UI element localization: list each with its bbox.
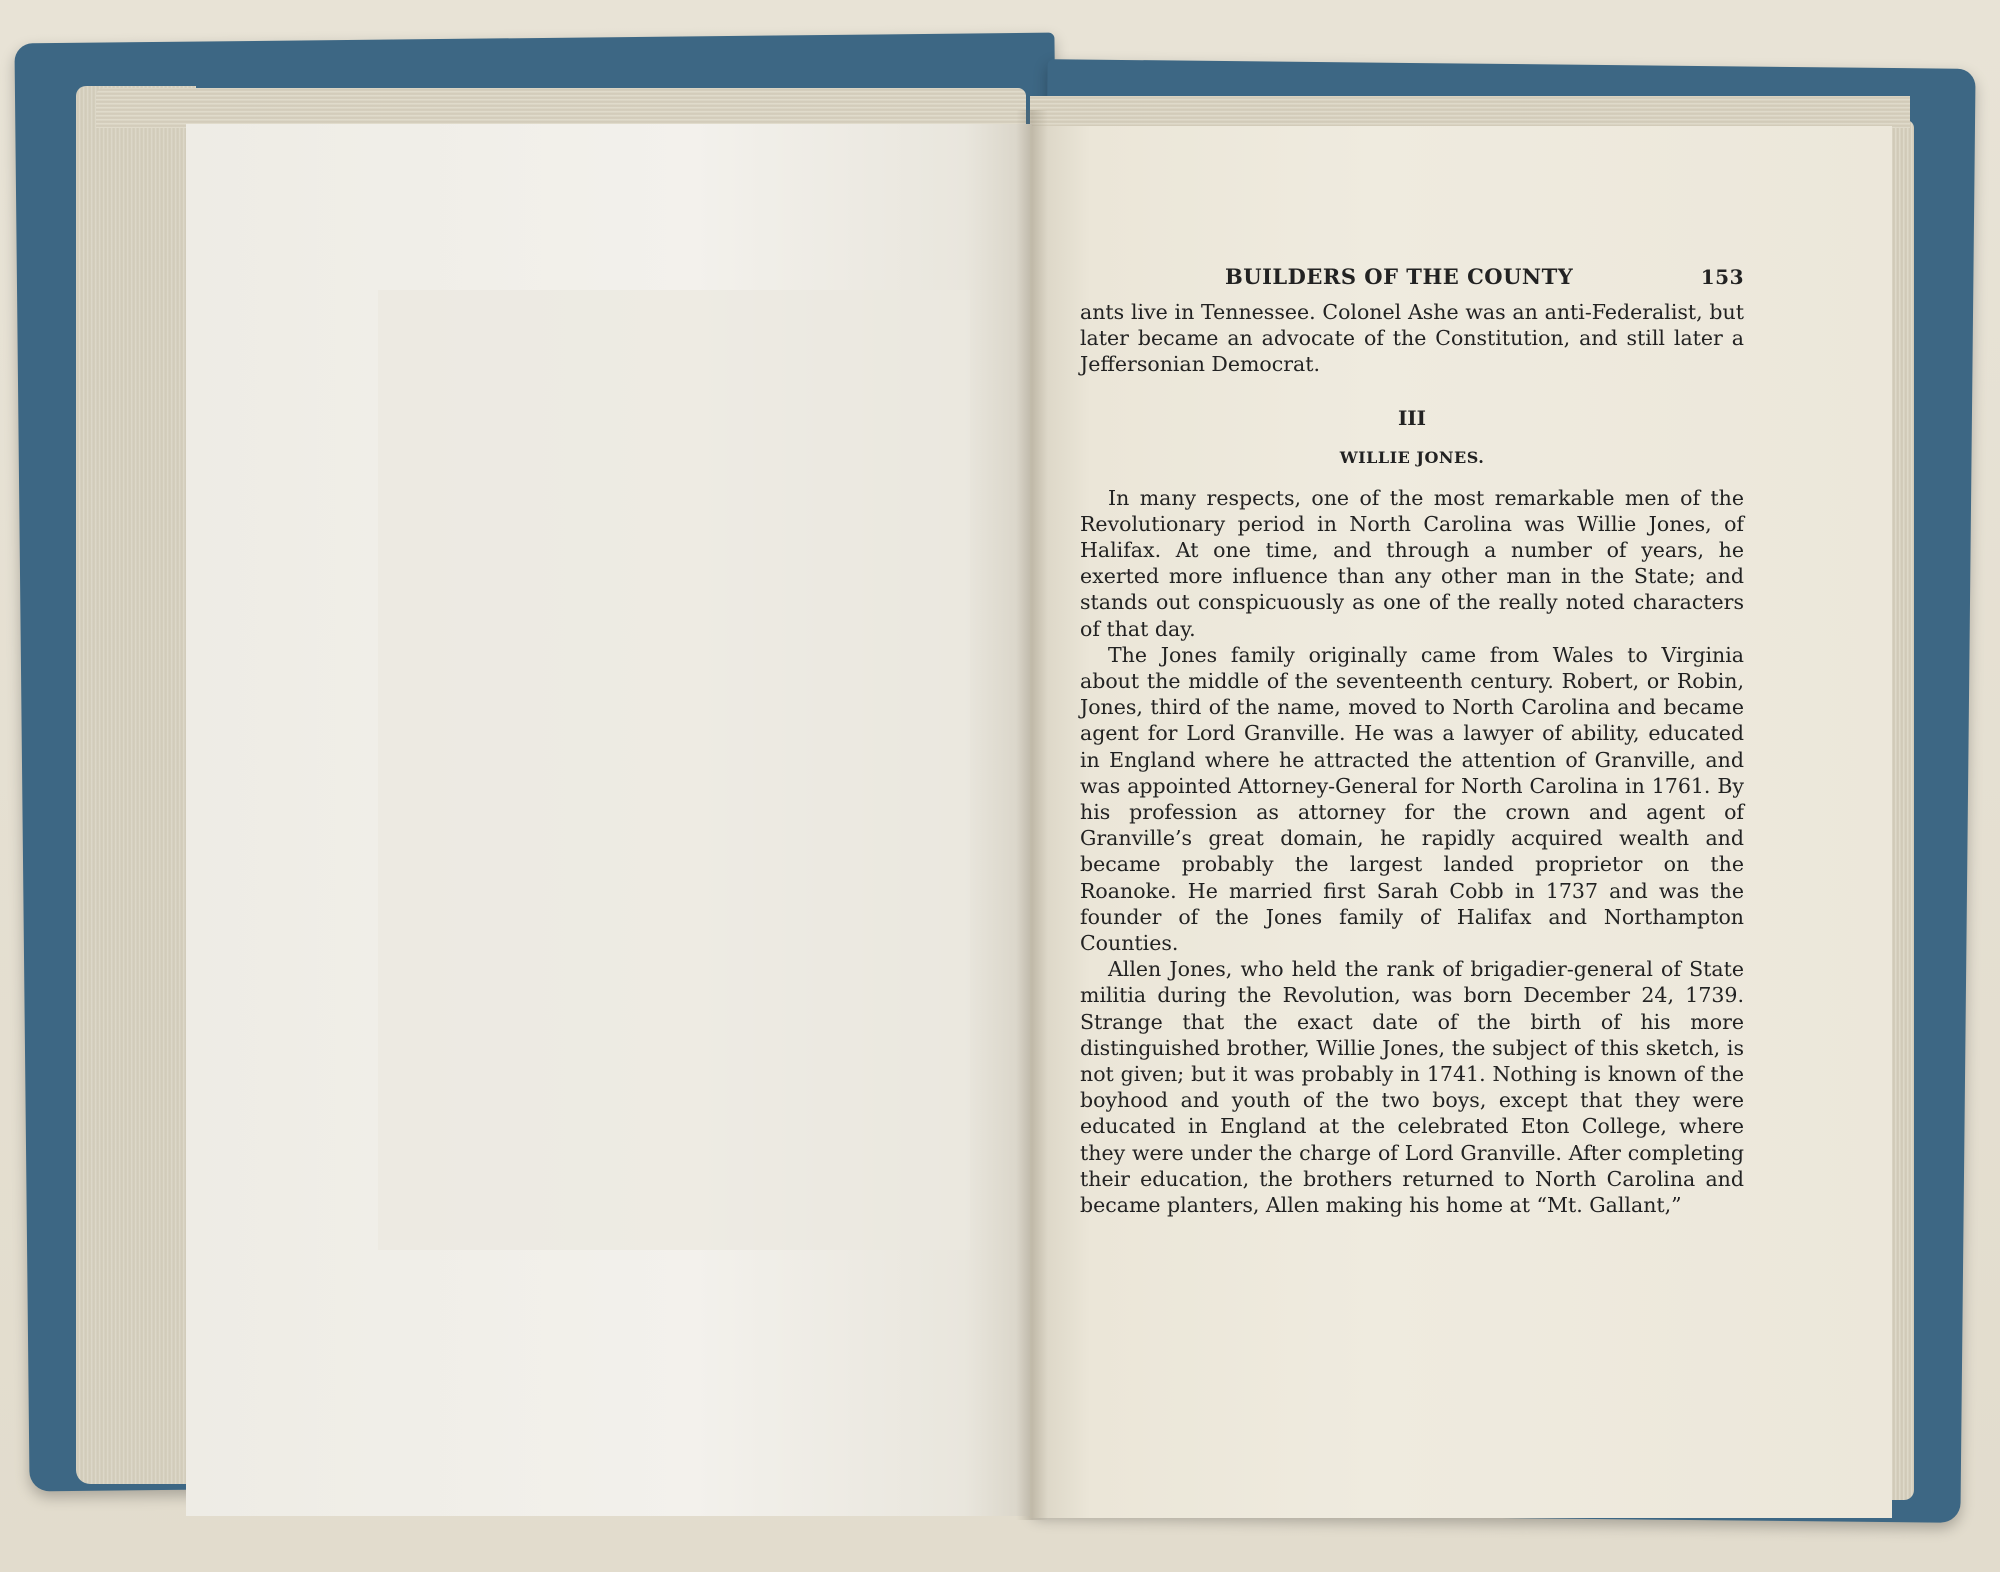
left-page-bleedthrough-plate bbox=[378, 290, 970, 1250]
paragraph-continued: ants live in Tennessee. Colonel Ashe was an anti-Federalist, but later became an advocate of the Constitution, and still later a Jeffersonian Democrat. bbox=[1080, 300, 1744, 377]
page-edges-top-right bbox=[1030, 96, 1910, 128]
page-edges-top-left bbox=[96, 88, 1026, 128]
right-page-text-block bbox=[1080, 264, 1744, 1218]
paragraph: The Jones family originally came from Wales to Virginia about the middle of the seventeenth century. Robert, or Robin, Jones, third of the name, moved to North Carolina and became agent for Lord Granville. He was a lawyer of ability, educated in England where he attracted the attention of Granville, and was appointed Attorney-General for North Carolina in 1761. By his profession as attorney for the crown and agent of Granville’s great domain, he rapidly acquired wealth and became probably the largest landed proprietor on the Roanoke. He married first Sarah Cobb in 1737 and was the founder of the Jones family of Halifax and Northampton Counties. bbox=[1080, 642, 1744, 956]
running-head-title: BUILDERS OF THE COUNTY bbox=[1225, 264, 1574, 289]
section-title: WILLIE JONES. bbox=[1339, 447, 1485, 467]
running-head bbox=[1080, 264, 1744, 289]
page-number: 153 bbox=[1700, 265, 1744, 289]
page-edges-left bbox=[76, 86, 196, 1484]
paragraph: Allen Jones, who held the rank of brigadier-general of State militia during the Revolution, was born December 24, 1739. Strange that the exact date of the birth of his more distinguished brother, Willie Jones, the subject of this sketch, is not given; but it was probably in 1741. Nothing is known of the boyhood and youth of the two boys, except that they were educated in England at the celebrated Eton College, where they were under the charge of Lord Granville. After completing their education, the brothers returned to North Carolina and became planters, Allen making his home at “Mt. Gallant,” bbox=[1080, 957, 1744, 1218]
paragraph: In many respects, one of the most remarkable men of the Revolutionary period in North Carolina was Willie Jones, of Halifax. At one time, and through a number of years, he exerted more influence than any other man in the State; and stands out conspicuously as one of the really noted characters of that day. bbox=[1080, 485, 1744, 641]
book-gutter bbox=[1016, 110, 1048, 1520]
section-numeral: III bbox=[1397, 405, 1427, 430]
